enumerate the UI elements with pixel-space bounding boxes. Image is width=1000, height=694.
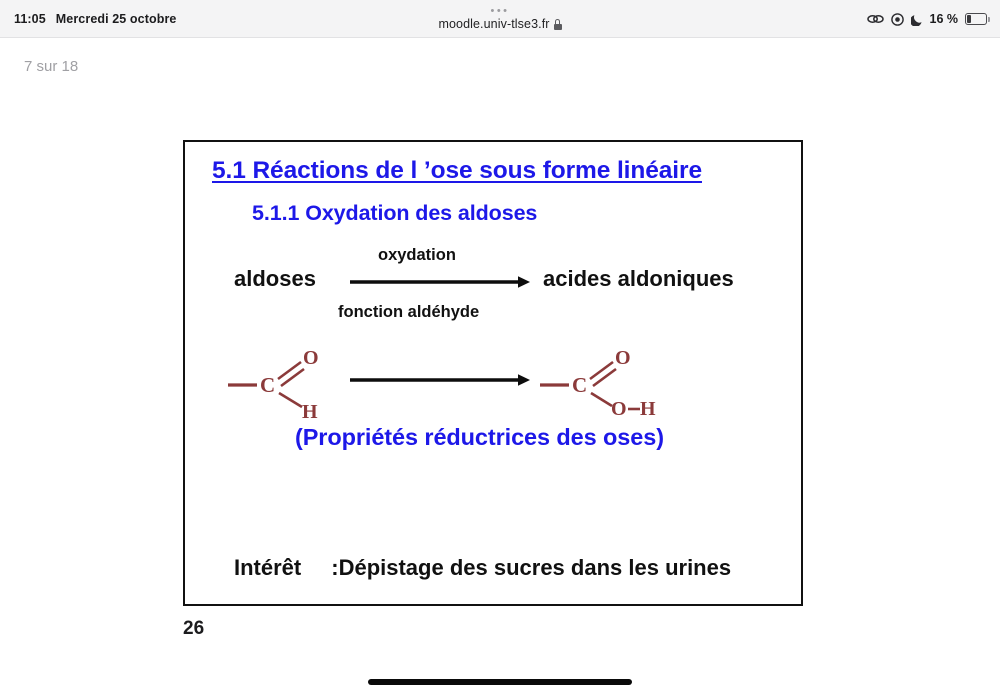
slide-canvas — [183, 140, 803, 606]
slide-title: 5.1 Réactions de l ’ose sous forme linéaire — [212, 157, 702, 184]
oxidation-arrow-icon — [350, 373, 530, 387]
interest-line — [234, 555, 731, 581]
reaction-reactant: aldoses — [234, 266, 316, 291]
reaction-below-arrow-label: fonction aldéhyde — [338, 303, 480, 321]
location-icon — [891, 13, 904, 26]
svg-text:H: H — [640, 398, 656, 420]
svg-text:H: H — [302, 401, 318, 420]
tab-overflow-dots-icon[interactable]: ••• — [490, 5, 510, 17]
interest-label: Intérêt — [234, 555, 302, 580]
carboxylic-acid-group-icon — [537, 345, 677, 420]
svg-text:O: O — [611, 398, 627, 420]
aldehyde-group-icon — [225, 345, 345, 420]
chain-link-icon — [867, 13, 884, 25]
reaction-above-arrow-label: oxydation — [378, 246, 456, 264]
address-bar[interactable] — [438, 17, 561, 31]
svg-text:C: C — [260, 373, 276, 397]
page-counter: 7 sur 18 — [24, 58, 79, 75]
home-indicator[interactable] — [368, 679, 632, 685]
svg-text:O: O — [303, 347, 319, 369]
slide-subtitle: 5.1.1 Oxydation des aldoses — [252, 201, 538, 225]
crescent-moon-icon — [911, 13, 923, 26]
url-text: moodle.univ-tlse3.fr — [438, 17, 550, 31]
lock-icon — [554, 19, 562, 30]
battery-icon — [965, 13, 990, 25]
slide-number: 26 — [183, 618, 205, 639]
status-bar — [0, 0, 1000, 38]
browser-address-area — [0, 0, 1000, 38]
battery-percent: 16 % — [929, 12, 958, 26]
interest-value: :Dépistage des sucres dans les urines — [331, 555, 732, 580]
reaction-product: acides aldoniques — [543, 266, 734, 291]
status-date: Mercredi 25 octobre — [55, 12, 177, 26]
svg-text:C: C — [572, 373, 588, 397]
svg-text:O: O — [615, 347, 631, 369]
reducing-properties-note: (Propriétés réductrices des oses) — [295, 424, 664, 450]
status-bar-right — [867, 0, 991, 38]
reaction-arrow-icon — [350, 275, 530, 289]
status-time: 11:05 — [14, 12, 46, 26]
